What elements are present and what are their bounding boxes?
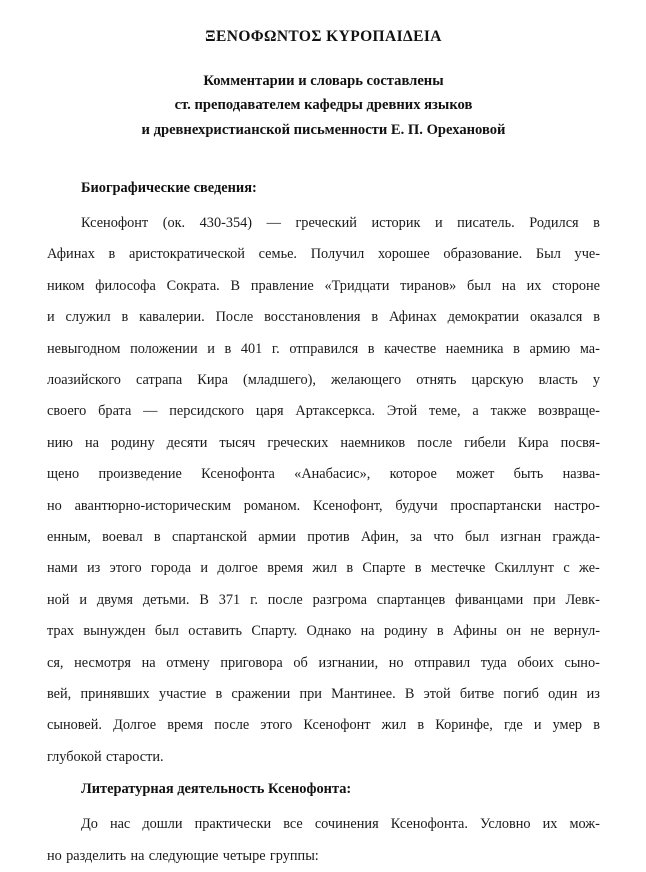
word: г. — [271, 340, 280, 357]
text-line — [47, 459, 600, 490]
word: нами — [47, 560, 78, 577]
word: двумя — [96, 591, 133, 608]
word: 401 — [240, 340, 263, 357]
word: философа — [95, 277, 156, 294]
word: армию — [529, 340, 571, 357]
word: авантюрно-историческим — [74, 497, 231, 514]
word: стороне — [552, 277, 600, 294]
word: и — [207, 340, 215, 357]
word: ной — [47, 591, 70, 608]
text-line — [47, 585, 600, 616]
word: изгнании, — [318, 654, 379, 671]
word: отправился — [289, 340, 359, 357]
word: романом. — [243, 497, 301, 514]
word: образование. — [443, 246, 523, 263]
word: Долгое — [113, 717, 157, 734]
word: фиванцами — [455, 591, 524, 608]
word: (ок. — [162, 215, 186, 232]
word: Афинах — [388, 309, 437, 326]
word: после — [417, 434, 453, 451]
word: проспартански — [450, 497, 542, 514]
text-line — [47, 742, 600, 773]
word: туда — [480, 654, 507, 671]
word: следующие — [148, 847, 219, 864]
heading-literary: Литературная деятельность Ксенофонта: — [81, 781, 352, 798]
word: тиранов» — [400, 277, 457, 294]
word: этой — [423, 685, 451, 702]
word: местечке — [430, 560, 486, 577]
word: посвя- — [560, 434, 600, 451]
word: спартанской — [171, 529, 248, 545]
word: но — [47, 497, 62, 514]
word: был — [467, 277, 492, 294]
word: Левк- — [565, 591, 600, 608]
word: на — [141, 654, 156, 671]
word: енным, — [47, 529, 91, 545]
text-line — [47, 491, 600, 522]
word: в — [121, 309, 129, 326]
text-line — [47, 396, 600, 427]
word: он — [506, 623, 522, 640]
word: греческий — [295, 215, 357, 232]
word: оставить — [188, 623, 242, 640]
text-line — [47, 302, 600, 333]
word: в — [513, 340, 520, 357]
word: сыновей. — [47, 717, 102, 734]
word: за — [410, 529, 423, 545]
word: на — [130, 847, 145, 864]
word: писатель. — [457, 215, 515, 232]
word: Родился — [529, 215, 579, 232]
word: в — [367, 340, 375, 357]
text-line — [47, 553, 600, 584]
word: г. — [250, 591, 258, 608]
word: не — [530, 623, 545, 640]
word: семье. — [258, 246, 298, 263]
word: ся, — [47, 654, 64, 671]
word: города — [150, 560, 192, 577]
word: в — [224, 340, 232, 357]
credits-line: и древнехристианской письменности Е. П. Орехановой — [141, 121, 506, 138]
word: обоих — [517, 654, 554, 671]
word: Сократа. — [166, 277, 220, 294]
word: разделить — [66, 847, 127, 864]
word: в — [346, 560, 354, 577]
word: в — [417, 717, 425, 734]
word: Спарте — [362, 560, 406, 577]
word: и — [533, 717, 542, 734]
heading-biography: Биографические сведения: — [81, 180, 257, 197]
word: «Анабасис», — [294, 466, 371, 483]
word: погиб — [503, 685, 539, 702]
text-line — [47, 648, 600, 679]
word: наемника — [445, 340, 504, 357]
word: на — [501, 277, 516, 294]
greek-title: ΞΕΝΟΦΩΝΤΟΣ ΚΥΡΟΠΑΙΔΕΙΑ — [205, 28, 442, 45]
word: изгнан — [500, 529, 542, 545]
word: четыре — [222, 847, 266, 864]
credits-block — [47, 69, 600, 143]
word: своего — [47, 403, 87, 420]
word: и — [434, 215, 443, 232]
word: воевал — [102, 529, 143, 545]
word: этого — [109, 560, 142, 577]
word: царскую — [471, 372, 524, 389]
word: В — [230, 277, 241, 294]
word: Кира — [517, 434, 549, 451]
word: демократии — [447, 309, 520, 326]
word: 430-354) — [199, 215, 253, 232]
word: Артаксеркса. — [295, 403, 376, 420]
word: Ксенофонт, — [312, 497, 383, 514]
word: на — [360, 623, 375, 640]
word: с — [563, 560, 570, 577]
word: лоазийского — [47, 372, 121, 389]
word: и — [200, 560, 209, 577]
word: из — [87, 560, 101, 577]
word: персидского — [169, 403, 245, 420]
word: — — [143, 403, 158, 420]
text-line — [47, 841, 600, 872]
word: в — [371, 309, 379, 326]
word: Кира — [197, 372, 228, 389]
word: положении — [130, 340, 198, 357]
word: «Тридцати — [324, 277, 390, 294]
word: сражении — [231, 685, 291, 702]
word: оказался — [529, 309, 583, 326]
word: Афины — [452, 623, 497, 640]
word: тысяч — [219, 434, 256, 451]
word: возвраще- — [538, 403, 600, 420]
word: наемников — [340, 434, 406, 451]
word: жил — [312, 560, 338, 577]
word: после — [214, 717, 250, 734]
word: в — [436, 623, 444, 640]
word: После — [215, 309, 254, 326]
paragraph-biography — [47, 208, 600, 773]
credits-line: ст. преподавателем кафедры древних языков — [174, 97, 473, 114]
word: историк — [371, 215, 421, 232]
word: — — [266, 215, 281, 232]
text-line — [47, 809, 600, 840]
word: кавалерии. — [139, 309, 205, 326]
word: практически — [194, 816, 272, 833]
word: в — [593, 309, 600, 326]
word: был — [465, 529, 490, 545]
word: Мантинее. — [331, 685, 396, 702]
word: Получил — [310, 246, 365, 263]
word: Коринфе, — [435, 717, 493, 734]
word: качестве — [384, 340, 437, 357]
page-content — [47, 28, 600, 872]
word: в — [215, 685, 223, 702]
word: правление — [250, 277, 314, 294]
text-line — [47, 710, 600, 741]
word: брата — [98, 403, 132, 420]
word: на — [84, 434, 99, 451]
word: Был — [535, 246, 561, 263]
word: царя — [255, 403, 284, 420]
word: назва- — [562, 466, 600, 483]
word: спартанцев — [376, 591, 446, 608]
word: умер — [552, 717, 583, 734]
word: что — [433, 529, 454, 545]
word: у — [592, 372, 600, 389]
word: служил — [65, 309, 111, 326]
word: в — [414, 560, 422, 577]
word: их — [526, 277, 542, 294]
word: которое — [389, 466, 437, 483]
word: может — [456, 466, 495, 483]
word: нас — [109, 816, 131, 833]
word: отнять — [416, 372, 457, 389]
word: был — [154, 623, 179, 640]
word: вернул- — [553, 623, 600, 640]
word: Ксенофонта. — [390, 816, 468, 833]
word: же- — [579, 560, 600, 577]
word: невыгодном — [47, 340, 121, 357]
text-line — [47, 334, 600, 365]
word: время — [167, 717, 204, 734]
word: власть — [538, 372, 578, 389]
word: 371 — [218, 591, 241, 608]
word: сыно- — [564, 654, 600, 671]
word: В — [199, 591, 209, 608]
word: отправил — [414, 654, 471, 671]
word: в — [593, 717, 600, 734]
word: принявших — [80, 685, 150, 702]
text-line — [47, 616, 600, 647]
text-line — [47, 365, 600, 396]
word: щено — [47, 466, 80, 483]
word: этого — [260, 717, 293, 734]
word: произведение — [98, 466, 182, 483]
word: участие — [158, 685, 207, 702]
word: Афин, — [360, 529, 399, 545]
word: сатрапа — [136, 372, 183, 389]
text-line — [47, 679, 600, 710]
word: долгое — [217, 560, 258, 577]
word: сочинения — [314, 816, 379, 833]
credits-line: Комментарии и словарь составлены — [203, 72, 444, 89]
word: уче- — [574, 246, 600, 263]
word: в — [593, 215, 600, 232]
word: где — [503, 717, 523, 734]
word: нию — [47, 434, 73, 451]
word: аристократической — [129, 246, 245, 263]
text-line — [47, 271, 600, 302]
word: мож- — [569, 816, 600, 833]
word: группы: — [269, 847, 319, 864]
word: а — [472, 403, 479, 420]
word: один — [548, 685, 578, 702]
word: гражда- — [552, 529, 600, 545]
word: приговора — [220, 654, 283, 671]
word: Ксенофонта — [201, 466, 275, 483]
word: вынужден — [83, 623, 146, 640]
word: Ксенофонт — [81, 215, 149, 232]
word: До — [81, 816, 98, 833]
word: время — [267, 560, 304, 577]
word: настро- — [554, 497, 600, 514]
word: глубокой — [47, 748, 102, 765]
word: ма- — [579, 340, 600, 357]
word: десяти — [166, 434, 208, 451]
word: вей, — [47, 685, 72, 702]
word: но — [47, 847, 62, 864]
word: несмотря — [74, 654, 131, 671]
word: Однако — [306, 623, 352, 640]
word: также — [490, 403, 527, 420]
word: из — [586, 685, 600, 702]
word: об — [293, 654, 308, 671]
word: Ксенофонт — [303, 717, 371, 734]
word: отмену — [166, 654, 210, 671]
word: детьми. — [142, 591, 190, 608]
word: при — [533, 591, 556, 608]
word: быть — [513, 466, 544, 483]
word: теме, — [429, 403, 461, 420]
word: в — [153, 529, 161, 545]
word: родину — [383, 623, 428, 640]
word: В — [404, 685, 415, 702]
word: Спарту. — [251, 623, 298, 640]
word: будучи — [395, 497, 438, 514]
text-line — [47, 522, 600, 553]
word: желающего — [330, 372, 402, 389]
word: против — [307, 529, 350, 545]
word: родину — [110, 434, 155, 451]
word: разгрома — [312, 591, 367, 608]
paragraph-literary — [47, 809, 600, 872]
word: после — [267, 591, 303, 608]
word: но — [388, 654, 404, 671]
word: Этой — [386, 403, 418, 420]
word: трах — [47, 623, 75, 640]
text-line — [47, 208, 600, 239]
word: хорошее — [377, 246, 430, 263]
word: и — [79, 591, 87, 608]
word: дошли — [142, 816, 183, 833]
word: и — [47, 309, 55, 326]
word: их — [542, 816, 558, 833]
word: Скиллунт — [494, 560, 555, 577]
word: гибели — [464, 434, 506, 451]
word: битве — [459, 685, 495, 702]
word: жил — [381, 717, 407, 734]
word: при — [299, 685, 322, 702]
word: восстановления — [264, 309, 361, 326]
word: (младшего), — [243, 372, 316, 389]
word: армии — [258, 529, 296, 545]
text-line — [47, 428, 600, 459]
word: в — [108, 246, 116, 263]
word: Условно — [479, 816, 531, 833]
word: греческих — [267, 434, 329, 451]
word: ником — [47, 277, 85, 294]
word: Афинах — [47, 246, 95, 263]
word: все — [283, 816, 303, 833]
text-line — [47, 239, 600, 270]
word: старости. — [105, 748, 164, 765]
